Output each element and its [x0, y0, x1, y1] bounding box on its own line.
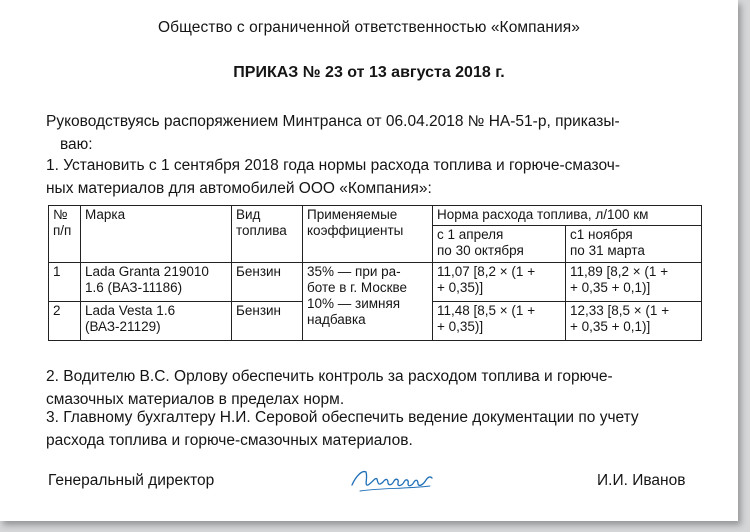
- row-fuel: Бензин: [232, 263, 303, 302]
- signatory-position: Генеральный директор: [48, 472, 215, 489]
- item-1-line: ных материалов для автомобилей ООО «Компания»:: [46, 180, 432, 197]
- row-fuel: Бензин: [232, 302, 303, 341]
- row-brand: Lada Granta 219010 1.6 (ВАЗ-11186): [81, 263, 232, 302]
- signature-stroke: [352, 472, 432, 486]
- header-brand: Марка: [81, 206, 232, 263]
- item-3-line: 3. Главному бухгалтеру Н.И. Серовой обеспечить ведение документации по учету: [46, 409, 639, 426]
- preamble-line: ваю:: [60, 136, 93, 153]
- order-title: ПРИКАЗ № 23 от 13 августа 2018 г.: [233, 64, 505, 81]
- header-coefficients: Применяемые коэффициенты: [303, 206, 433, 263]
- header-period-summer: с 1 апреля по 30 октября: [433, 226, 566, 263]
- row-number: 2: [49, 302, 81, 341]
- table-header-row: [49, 206, 702, 226]
- handwritten-signature: [346, 458, 436, 498]
- item-2-line: смазочных материалов в пределах норм.: [46, 391, 345, 408]
- item-1-paragraph: [46, 154, 696, 200]
- row-norm-winter: 12,33 [8,5 × (1 + + 0,35 + 0,1)]: [566, 302, 702, 341]
- item-1-line: 1. Установить с 1 сентября 2018 года нормы расхода топлива и горюче-смазоч-: [46, 157, 620, 174]
- item-2-line: 2. Водителю В.С. Орлову обеспечить контроль за расходом топлива и горюче-: [46, 368, 613, 385]
- signatory-name: И.И. Иванов: [597, 472, 686, 489]
- fuel-norms-table: [48, 205, 702, 341]
- row-norm-summer: 11,07 [8,2 × (1 + + 0,35)]: [433, 263, 566, 302]
- organization-name: Общество с ограниченной ответственностью «Компания»: [157, 19, 581, 36]
- row-brand: Lada Vesta 1.6 (ВАЗ-21129): [81, 302, 232, 341]
- item-2-paragraph: [46, 365, 696, 411]
- row-norm-winter: 11,89 [8,2 × (1 + + 0,35 + 0,1)]: [566, 263, 702, 302]
- header-number: № п/п: [49, 206, 81, 263]
- preamble-line: Руководствуясь распоряжением Минтранса от 06.04.2018 № НА-51-р, приказы-: [46, 113, 620, 130]
- preamble-paragraph: [46, 110, 696, 156]
- signature-underline: [360, 486, 430, 491]
- item-3-paragraph: [46, 406, 696, 452]
- header-period-winter: с1 ноября по 31 марта: [566, 226, 702, 263]
- item-3-line: расхода топлива и горюче-смазочных материалов.: [46, 432, 413, 449]
- row-norm-summer: 11,48 [8,5 × (1 + + 0,35)]: [433, 302, 566, 341]
- row-coefficients: 35% — при ра- боте в г. Москве 10% — зимняя надбавка: [303, 263, 433, 341]
- table-row: [49, 263, 702, 302]
- header-fuel-type: Вид топлива: [232, 206, 303, 263]
- row-number: 1: [49, 263, 81, 302]
- header-norm: Норма расхода топлива, л/100 км: [433, 206, 702, 226]
